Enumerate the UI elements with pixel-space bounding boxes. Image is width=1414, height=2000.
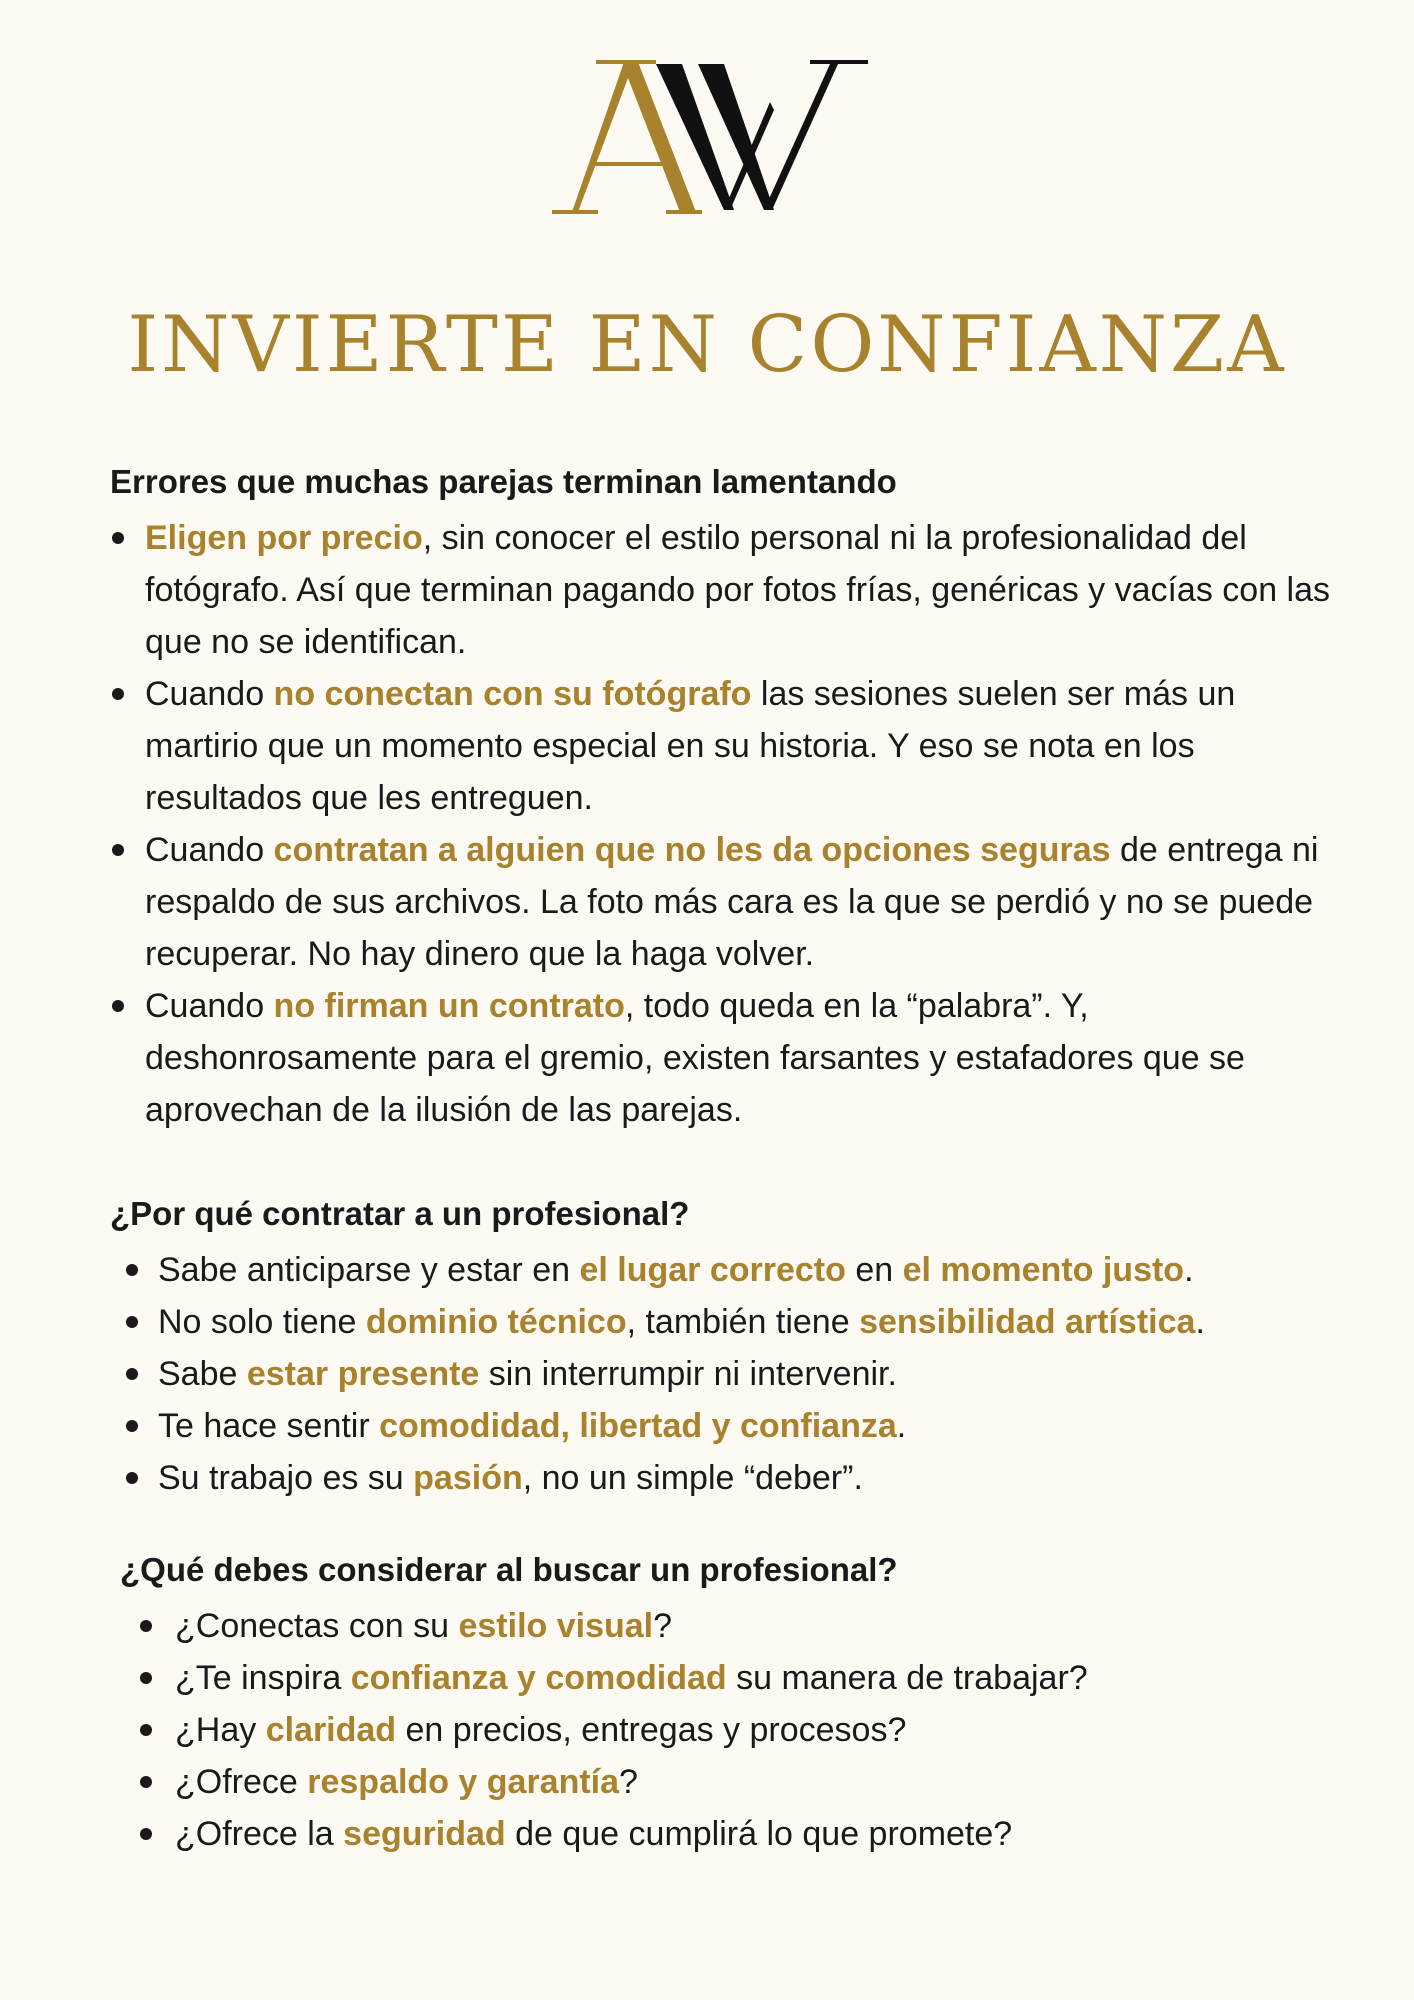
bullet-icon [112, 688, 124, 700]
section-errors [110, 460, 1340, 1136]
questions-list [120, 1600, 1350, 1860]
reasons-list [110, 1244, 1340, 1504]
bullet-icon [112, 532, 124, 544]
bullet-icon [126, 1368, 138, 1380]
section-heading: ¿Por qué contratar a un profesional? [110, 1195, 690, 1232]
bullet-icon [140, 1724, 152, 1736]
list-item: ¿Ofrece la seguridad de que cumplirá lo que promete? [120, 1808, 1350, 1860]
bullet-icon [140, 1620, 152, 1632]
bullet-icon [126, 1420, 138, 1432]
list-item: Cuando no firman un contrato, todo queda en la “palabra”. Y, deshonrosamente para el gremio, existen farsantes y estafadores que se aprovechan de la ilusión de las parejas. [110, 980, 1340, 1136]
list-item: ¿Hay claridad en precios, entregas y procesos? [120, 1704, 1350, 1756]
list-item: Eligen por precio, sin conocer el estilo personal ni la profesionalidad del fotógrafo. Así que terminan pagando por fotos frías, genéricas y vacías con las que no se identifican. [110, 512, 1340, 668]
logo-letter-w [656, 60, 868, 210]
bullet-icon [140, 1828, 152, 1840]
list-item: Te hace sentir comodidad, libertad y confianza. [110, 1400, 1340, 1452]
section-heading: Errores que muchas parejas terminan lamentando [110, 463, 897, 500]
section-why-professional [110, 1192, 1340, 1504]
errors-list [110, 512, 1340, 1136]
list-item: ¿Ofrece respaldo y garantía? [120, 1756, 1350, 1808]
bullet-icon [112, 1000, 124, 1012]
list-item: Cuando no conectan con su fotógrafo las sesiones suelen ser más un martirio que un momento especial en su historia. Y eso se nota en los resultados que les entreguen. [110, 668, 1340, 824]
bullet-icon [126, 1264, 138, 1276]
list-item: No solo tiene dominio técnico, también tiene sensibilidad artística. [110, 1296, 1340, 1348]
aw-monogram-logo [548, 60, 878, 220]
list-item: Cuando contratan a alguien que no les da opciones seguras de entrega ni respaldo de sus archivos. La foto más cara es la que se perdió y no se puede recuperar. No hay dinero que la haga volver. [110, 824, 1340, 980]
list-item: ¿Conectas con su estilo visual? [120, 1600, 1350, 1652]
list-item: Su trabajo es su pasión, no un simple “deber”. [110, 1452, 1340, 1504]
page-title: INVIERTE EN CONFIANZA [127, 300, 1287, 390]
list-item: Sabe estar presente sin interrumpir ni intervenir. [110, 1348, 1340, 1400]
list-item: Sabe anticiparse y estar en el lugar correcto en el momento justo. [110, 1244, 1340, 1296]
bullet-icon [126, 1472, 138, 1484]
section-what-to-consider [120, 1548, 1350, 1860]
bullet-icon [140, 1672, 152, 1684]
bullet-icon [112, 844, 124, 856]
bullet-icon [140, 1776, 152, 1788]
section-heading: ¿Qué debes considerar al buscar un profesional? [120, 1551, 898, 1588]
bullet-icon [126, 1316, 138, 1328]
list-item: ¿Te inspira confianza y comodidad su manera de trabajar? [120, 1652, 1350, 1704]
